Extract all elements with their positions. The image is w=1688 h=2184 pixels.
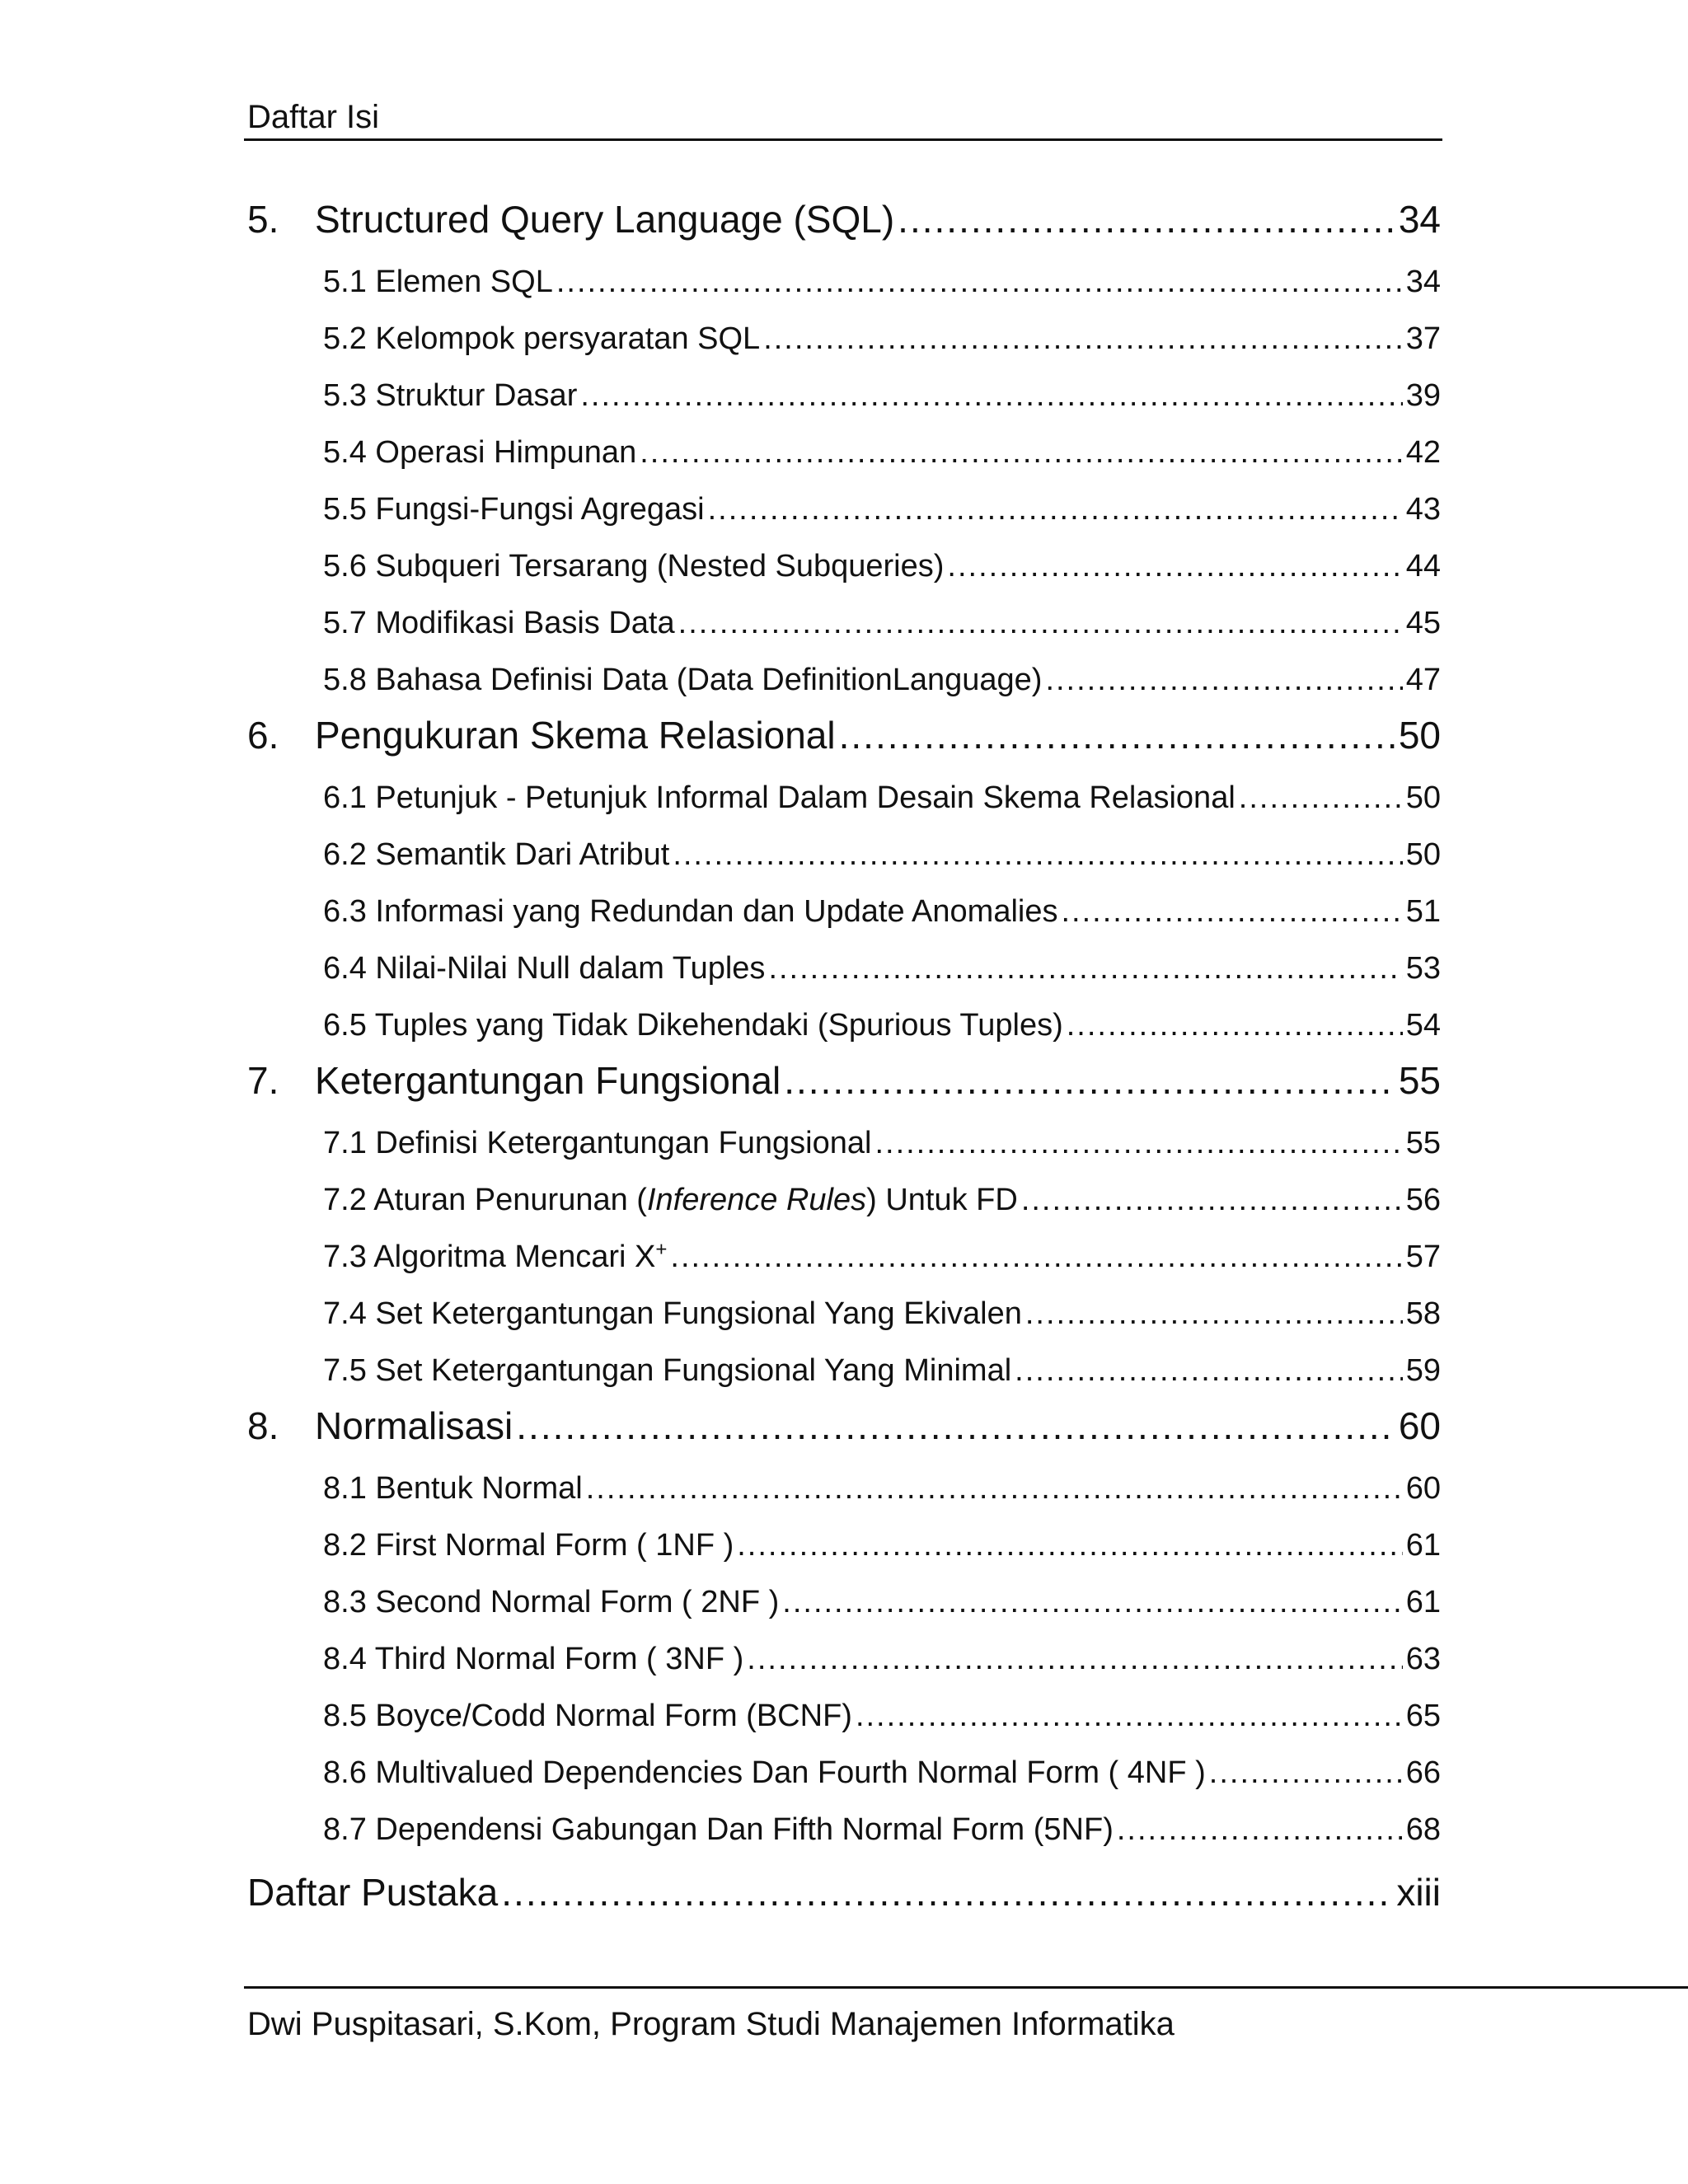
toc-leader-dots [856, 1694, 1403, 1737]
toc-page-number: 60 [1405, 1471, 1441, 1506]
toc-leader-dots [1067, 1004, 1403, 1047]
toc-section-label: 7.1 Definisi Ketergantungan Fungsional [323, 1126, 872, 1160]
toc-section-label [323, 1179, 1018, 1221]
toc-section-label: 6.4 Nilai-Nilai Null dalam Tuples [323, 951, 766, 986]
toc-section-5-2[interactable] [323, 317, 1441, 360]
toc-section-label: 6.3 Informasi yang Redundan dan Update Anomalies [323, 894, 1058, 929]
toc-leader-dots [670, 1235, 1402, 1278]
toc-section-8-6[interactable] [323, 1751, 1441, 1794]
toc-section-8-3[interactable] [323, 1581, 1441, 1624]
toc-leader-dots [1025, 1292, 1403, 1335]
toc-chapter-label: Pengukuran Skema Relasional [315, 714, 836, 757]
toc-section-label-prefix: 7.2 Aturan Penurunan ( [323, 1183, 647, 1217]
toc-section-label: 6.5 Tuples yang Tidak Dikehendaki (Spurious Tuples) [323, 1008, 1063, 1043]
toc-section-label-emphasis: Inference Rules [646, 1183, 867, 1217]
toc-section-8-4[interactable] [323, 1638, 1441, 1680]
toc-leader-dots [580, 374, 1402, 417]
toc-chapter-number: 8. [247, 1404, 279, 1447]
toc-leader-dots [784, 1056, 1395, 1105]
toc-section-6-4[interactable] [323, 947, 1441, 990]
toc-section-5-6[interactable] [323, 545, 1441, 588]
toc-page-number: 53 [1405, 951, 1441, 986]
toc-page-number: 66 [1405, 1755, 1441, 1790]
toc-page-number: 58 [1405, 1296, 1441, 1331]
toc-chapter-label: Structured Query Language (SQL) [315, 198, 895, 241]
toc-page-number: 51 [1405, 894, 1441, 929]
toc-section-label-text: 7.3 Algoritma Mencari X [323, 1240, 656, 1274]
toc-section-label: 7.4 Set Ketergantungan Fungsional Yang Ekivalen [323, 1296, 1022, 1331]
toc-leader-dots [747, 1638, 1402, 1680]
toc-leader-dots [1209, 1751, 1403, 1794]
toc-page-number: 44 [1405, 549, 1441, 583]
toc-section-label: 5.1 Elemen SQL [323, 265, 553, 299]
toc-section-label: 7.5 Set Ketergantungan Fungsional Yang Minimal [323, 1353, 1012, 1388]
toc-leader-dots [673, 833, 1402, 876]
toc-page-number: 37 [1405, 321, 1441, 356]
toc-section-5-3[interactable] [323, 374, 1441, 417]
toc-chapter-label: Ketergantungan Fungsional [315, 1059, 781, 1102]
toc-section-label: 8.3 Second Normal Form ( 2NF ) [323, 1585, 780, 1619]
toc-section-label [323, 1235, 667, 1278]
toc-leader-dots [1045, 658, 1402, 701]
toc-page-number: 65 [1405, 1699, 1441, 1733]
toc-section-7-4[interactable] [323, 1292, 1441, 1335]
toc-section-8-7[interactable] [323, 1808, 1441, 1851]
toc-page-number: 47 [1405, 663, 1441, 697]
header-divider [244, 138, 1442, 141]
toc-leader-dots [516, 1401, 1395, 1451]
footer-divider [244, 1986, 1688, 1989]
toc-page-number: 61 [1405, 1585, 1441, 1619]
toc-page-number: 59 [1405, 1353, 1441, 1388]
toc-page-number: 50 [1405, 780, 1441, 815]
toc-section-label: 8.7 Dependensi Gabungan Dan Fifth Normal Form (5NF) [323, 1812, 1114, 1847]
toc-chapter-5[interactable] [247, 194, 1441, 244]
page-footer-text: Dwi Puspitasari, S.Kom, Program Studi Manajemen Informatika [247, 2006, 1175, 2042]
toc-leader-dots [678, 602, 1403, 644]
toc-page-number: 60 [1398, 1404, 1441, 1447]
toc-page-number: 61 [1405, 1528, 1441, 1563]
toc-chapter-number: 6. [247, 714, 279, 757]
toc-section-label: 5.7 Modifikasi Basis Data [323, 606, 675, 640]
toc-page-number: 43 [1405, 492, 1441, 527]
toc-leader-dots [737, 1524, 1402, 1567]
toc-section-7-1[interactable] [323, 1122, 1441, 1165]
toc-leader-dots [556, 260, 1403, 303]
toc-section-7-5[interactable] [323, 1349, 1441, 1392]
toc-chapter-number: 5. [247, 198, 279, 241]
toc-leader-dots [1117, 1808, 1403, 1851]
toc-page-number: 54 [1405, 1008, 1441, 1043]
toc-section-label: 6.1 Petunjuk - Petunjuk Informal Dalam Desain Skema Relasional [323, 780, 1236, 815]
toc-page-number: 56 [1405, 1183, 1441, 1217]
toc-page-number: 34 [1398, 198, 1441, 241]
toc-leader-dots [708, 488, 1403, 531]
toc-page-number: 50 [1398, 714, 1441, 757]
toc-section-5-1[interactable] [323, 260, 1441, 303]
toc-bibliography[interactable] [247, 1868, 1441, 1917]
toc-section-label: 8.1 Bentuk Normal [323, 1471, 583, 1506]
toc-section-label: 5.3 Struktur Dasar [323, 378, 578, 413]
toc-section-5-5[interactable] [323, 488, 1441, 531]
toc-leader-dots [782, 1581, 1402, 1624]
toc-page-number: 42 [1405, 435, 1441, 470]
toc-section-5-7[interactable] [323, 602, 1441, 644]
toc-section-label: 8.4 Third Normal Form ( 3NF ) [323, 1642, 744, 1676]
toc-chapter-label: Normalisasi [315, 1404, 513, 1447]
toc-leader-dots [898, 194, 1395, 244]
toc-page-number: 55 [1398, 1059, 1441, 1102]
toc-section-label: 5.6 Subqueri Tersarang (Nested Subqueries) [323, 549, 945, 583]
toc-leader-dots [763, 317, 1403, 360]
toc-section-6-1[interactable] [323, 776, 1441, 819]
toc-section-label-suffix: ) Untuk FD [866, 1183, 1018, 1217]
toc-leader-dots [1239, 776, 1403, 819]
page-header-title: Daftar Isi [247, 99, 380, 135]
toc-section-8-1[interactable] [323, 1467, 1441, 1510]
toc-page-number: 55 [1405, 1126, 1441, 1160]
toc-section-label: 8.2 First Normal Form ( 1NF ) [323, 1528, 734, 1563]
toc-leader-dots [1015, 1349, 1403, 1392]
toc-section-label: 5.5 Fungsi-Fungsi Agregasi [323, 492, 705, 527]
toc-chapter-8[interactable] [247, 1401, 1441, 1451]
toc-leader-dots [586, 1467, 1403, 1510]
toc-superscript: + [655, 1238, 668, 1261]
toc-leader-dots [1061, 890, 1402, 933]
toc-section-label: 6.2 Semantik Dari Atribut [323, 837, 670, 872]
toc-chapter-6[interactable] [247, 710, 1441, 760]
toc-page-number: 39 [1405, 378, 1441, 413]
toc-page-number: xiii [1396, 1871, 1441, 1914]
toc-leader-dots [1021, 1179, 1403, 1221]
toc-page-number: 50 [1405, 837, 1441, 872]
toc-section-label: 5.8 Bahasa Definisi Data (Data DefinitionLanguage) [323, 663, 1043, 697]
toc-section-7-2[interactable] [323, 1179, 1441, 1221]
toc-section-label: 8.5 Boyce/Codd Normal Form (BCNF) [323, 1699, 852, 1733]
toc-section-5-8[interactable] [323, 658, 1441, 701]
toc-section-5-4[interactable] [323, 431, 1441, 474]
toc-chapter-7[interactable] [247, 1056, 1441, 1105]
toc-page-number: 57 [1405, 1240, 1441, 1274]
toc-leader-dots [874, 1122, 1402, 1165]
toc-page-number: 45 [1405, 606, 1441, 640]
toc-section-label: 5.2 Kelompok persyaratan SQL [323, 321, 761, 356]
toc-leader-dots [640, 431, 1403, 474]
toc-section-label: 5.4 Operasi Himpunan [323, 435, 637, 470]
toc-leader-dots [947, 545, 1402, 588]
toc-leader-dots [768, 947, 1402, 990]
toc-chapter-number: 7. [247, 1059, 279, 1102]
toc-section-8-2[interactable] [323, 1524, 1441, 1567]
toc-section-6-2[interactable] [323, 833, 1441, 876]
toc-section-6-5[interactable] [323, 1004, 1441, 1047]
toc-section-label: 8.6 Multivalued Dependencies Dan Fourth Normal Form ( 4NF ) [323, 1755, 1206, 1790]
toc-chapter-label: Daftar Pustaka [247, 1871, 499, 1914]
toc-leader-dots [839, 710, 1395, 760]
toc-section-8-5[interactable] [323, 1694, 1441, 1737]
toc-page-number: 34 [1405, 265, 1441, 299]
toc-page-number: 68 [1405, 1812, 1441, 1847]
toc-section-6-3[interactable] [323, 890, 1441, 933]
toc-section-7-3[interactable] [323, 1235, 1441, 1278]
toc-leader-dots [501, 1868, 1393, 1917]
toc-page-number: 63 [1405, 1642, 1441, 1676]
